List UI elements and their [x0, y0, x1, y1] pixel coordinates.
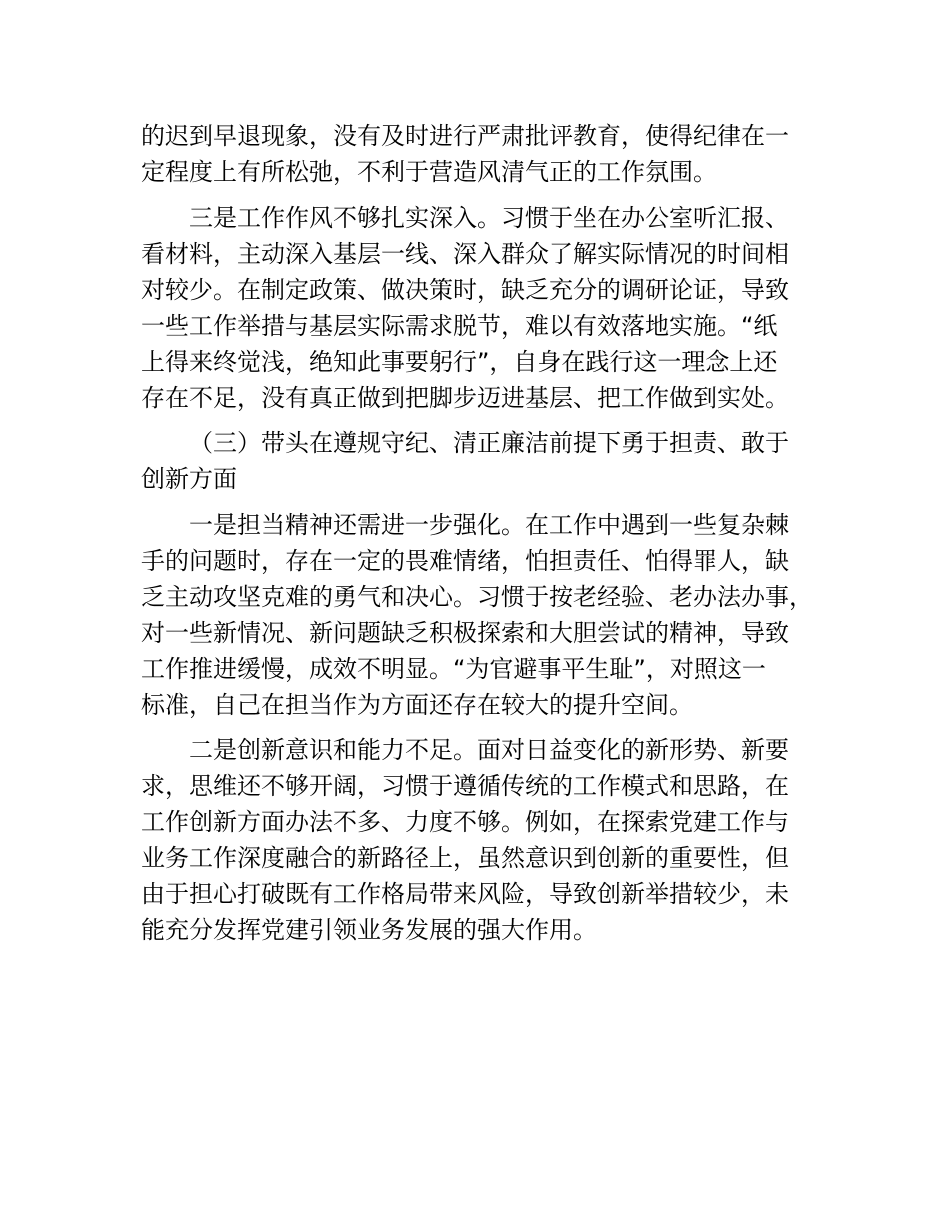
document-body	[141, 118, 841, 958]
text-line: 对较少。在制定政策、做决策时，缺乏充分的调研论证，导致	[141, 275, 789, 304]
paragraph-discipline-continuation	[141, 118, 841, 190]
text-line: 工作创新方面办法不多、力度不够。例如，在探索党建工作与	[141, 808, 789, 837]
text-line: 业务工作深度融合的新路径上，虽然意识到创新的重要性，但	[141, 844, 789, 873]
text-line: 对一些新情况、新问题缺乏积极探索和大胆尝试的精神，导致	[141, 618, 789, 647]
paragraph-work-style	[141, 200, 841, 416]
text-line: 乏主动攻坚克难的勇气和决心。习惯于按老经验、老办法办事，	[141, 582, 813, 611]
text-line: 能充分发挥党建引领业务发展的强大作用。	[141, 916, 597, 945]
text-line: 上得来终觉浅，绝知此事要躬行”，自身在践行这一理念上还	[141, 347, 778, 376]
text-line: 求，思维还不够开阔，习惯于遵循传统的工作模式和思路，在	[141, 772, 789, 801]
text-line: 三是工作作风不够扎实深入。习惯于坐在办公室听汇报、	[189, 203, 789, 232]
text-line: 定程度上有所松弛，不利于营造风清气正的工作氛围。	[141, 158, 717, 186]
text-line: 看材料，主动深入基层一线、深入群众了解实际情况的时间相	[141, 239, 789, 268]
text-line: 二是创新意识和能力不足。面对日益变化的新形势、新要	[189, 736, 789, 765]
text-line: 一是担当精神还需进一步强化。在工作中遇到一些复杂棘	[189, 510, 789, 539]
section-heading-three	[141, 425, 841, 497]
paragraph-innovation	[141, 732, 841, 948]
text-line: 一些工作举措与基层实际需求脱节，难以有效落地实施。“纸	[141, 311, 778, 340]
text-line: 标准，自己在担当作为方面还存在较大的提升空间。	[141, 690, 693, 719]
text-line: 存在不足，没有真正做到把脚步迈进基层、把工作做到实处。	[141, 383, 789, 412]
heading-line: 创新方面	[141, 465, 237, 494]
text-line: 的迟到早退现象，没有及时进行严肃批评教育，使得纪律在一	[141, 122, 789, 150]
paragraph-responsibility	[141, 507, 841, 723]
text-line: 由于担心打破既有工作格局带来风险，导致创新举措较少，未	[141, 880, 789, 909]
text-line: 手的问题时，存在一定的畏难情绪，怕担责任、怕得罪人，缺	[141, 546, 789, 575]
text-line: 工作推进缓慢，成效不明显。“为官避事平生耻”，对照这一	[141, 654, 766, 683]
heading-line: （三）带头在遵规守纪、清正廉洁前提下勇于担责、敢于	[189, 429, 789, 458]
